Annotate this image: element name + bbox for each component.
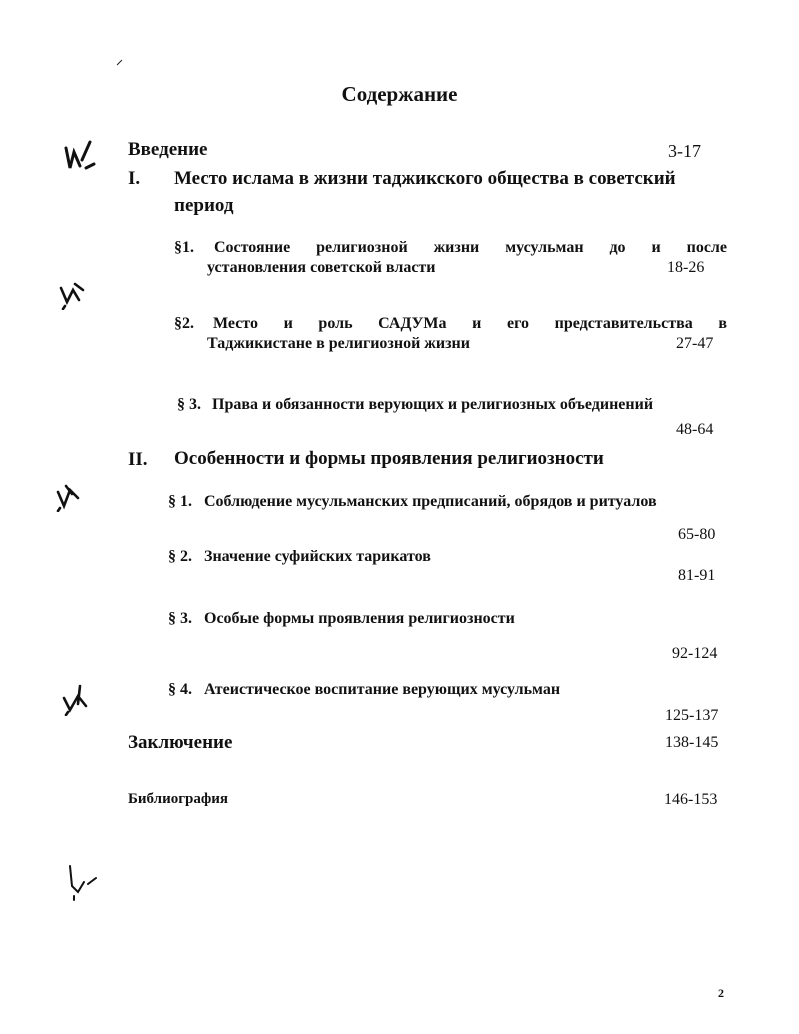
section-1-3-line1: Права и обязанности верующих и религиозных объединений [212,396,654,413]
section-2-2-number: § 2. [168,548,192,565]
intro-label: Введение [128,139,208,160]
page-number: 2 [718,986,724,1000]
margin-tick-mark [60,138,98,174]
chapter2-number: II. [128,449,148,470]
section-2-4-line1: Атеистическое воспитание верующих мусульман [204,681,561,698]
section-1-2-line1: Место и роль САДУМа и его представительства в [213,315,727,332]
section-2-1-line1: Соблюдение мусульманских предписаний, обрядов и ритуалов [204,493,657,510]
chapter2-title: Особенности и формы проявления религиозности [174,448,604,469]
margin-tick-mark [52,482,86,512]
section-2-3-number: § 3. [168,610,192,627]
section-1-1-line1: Состояние религиозной жизни мусульман до и после [214,239,727,256]
chapter1-number: I. [128,168,141,189]
bibliography-label: Библиография [128,791,229,807]
section-2-2-line1: Значение суфийских тарикатов [204,548,431,565]
section-1-1-pages: 18-26 [667,259,705,276]
section-1-2-line2: Таджикистане в религиозной жизни [207,335,470,352]
scan-speck-mark [116,58,126,66]
section-2-1-pages: 65-80 [678,526,716,543]
chapter1-title-line1: Место ислама в жизни таджикского общества в советский [174,168,676,189]
section-1-1-line2: установления советской власти [207,259,436,276]
section-2-1-number: § 1. [168,493,192,510]
section-2-4-number: § 4. [168,681,192,698]
margin-tick-mark [62,862,104,902]
section-1-3-pages: 48-64 [676,421,714,438]
conclusion-label: Заключение [128,732,233,753]
bibliography-pages: 146-153 [664,791,718,808]
page-title: Содержание [341,82,458,106]
intro-pages: 3-17 [668,141,701,161]
section-1-2-pages: 27-47 [676,335,714,352]
conclusion-pages: 138-145 [665,734,719,751]
margin-tick-mark [56,682,92,716]
section-2-3-pages: 92-124 [672,645,718,662]
margin-tick-mark [55,280,89,310]
section-1-3-number: § 3. [177,396,201,413]
section-1-2-number: §2. [174,315,194,332]
section-2-3-line1: Особые формы проявления религиозности [204,610,515,627]
section-2-4-pages: 125-137 [665,707,719,724]
section-2-2-pages: 81-91 [678,567,716,584]
section-1-1-number: §1. [174,239,194,256]
chapter1-title-line2: период [174,195,234,216]
